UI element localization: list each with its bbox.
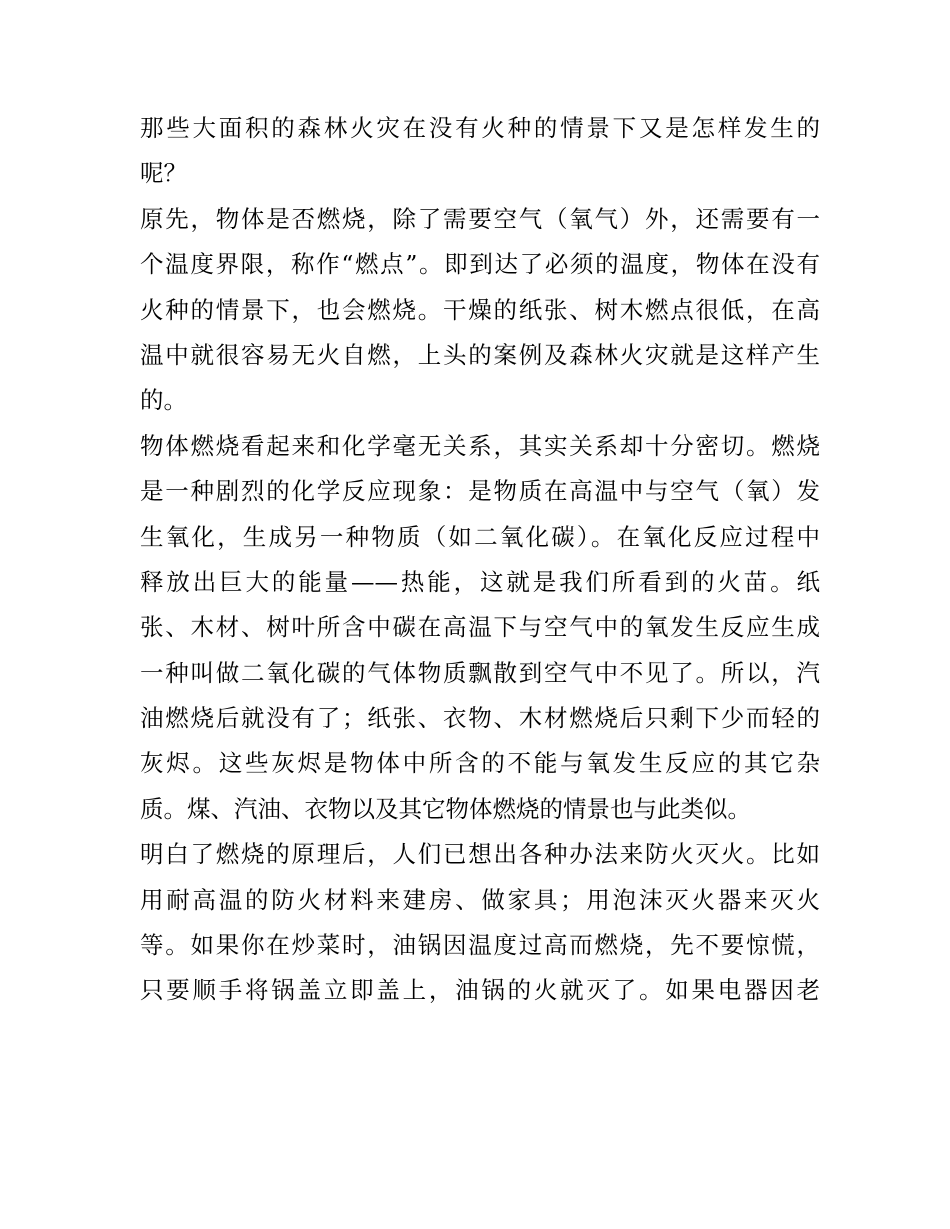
- body-text: [140, 106, 820, 1014]
- text-line: 呢？: [140, 159, 187, 188]
- text-line: 张、木材、树叶所含中碳在高温下与空气中的氧发生反应生成: [140, 613, 820, 642]
- text-line: 个温度界限，称作“燃点”。即到达了必须的温度，物体在没有: [140, 250, 820, 279]
- text-line: 质。煤、汽油、衣物以及其它物体燃烧的情景也与此类似。: [140, 794, 751, 823]
- text-line: 物体燃烧看起来和化学毫无关系，其实关系却十分密切。燃烧: [140, 431, 820, 460]
- text-line: 一种叫做二氧化碳的气体物质飘散到空气中不见了。所以，汽: [140, 658, 820, 687]
- paragraph-2: [140, 197, 820, 424]
- text-line: 等。如果你在炒菜时，油锅因温度过高而燃烧，先不要惊慌，: [140, 931, 820, 960]
- paragraph-4: [140, 832, 820, 1014]
- text-line: 那些大面积的森林火灾在没有火种的情景下又是怎样发生的: [140, 114, 820, 142]
- text-line: 明白了燃烧的原理后，人们已想出各种办法来防火灭火。比如: [140, 840, 820, 869]
- paragraph-3: [140, 424, 820, 833]
- text-line: 火种的情景下，也会燃烧。干燥的纸张、树木燃点很低，在高: [140, 295, 820, 324]
- text-line: 灰烬。这些灰烬是物体中所含的不能与氧发生反应的其它杂: [140, 749, 820, 778]
- text-line: 的。: [140, 386, 187, 415]
- paragraph-1: [140, 106, 820, 197]
- text-line: 释放出巨大的能量——热能，这就是我们所看到的火苗。纸: [140, 567, 820, 596]
- text-line: 生氧化，生成另一种物质（如二氧化碳）。在氧化反应过程中: [140, 522, 820, 551]
- text-line: 温中就很容易无火自燃，上头的案例及森林火灾就是这样产生: [140, 340, 820, 369]
- text-line: 油燃烧后就没有了；纸张、衣物、木材燃烧后只剩下少而轻的: [140, 704, 820, 733]
- text-line: 只要顺手将锅盖立即盖上，油锅的火就灭了。如果电器因老: [140, 976, 820, 1005]
- text-line: 原先，物体是否燃烧，除了需要空气（氧气）外，还需要有一: [140, 204, 820, 233]
- text-line: 是一种剧烈的化学反应现象：是物质在高温中与空气（氧）发: [140, 477, 820, 506]
- text-line: 用耐高温的防火材料来建房、做家具；用泡沫灭火器来灭火: [140, 885, 820, 914]
